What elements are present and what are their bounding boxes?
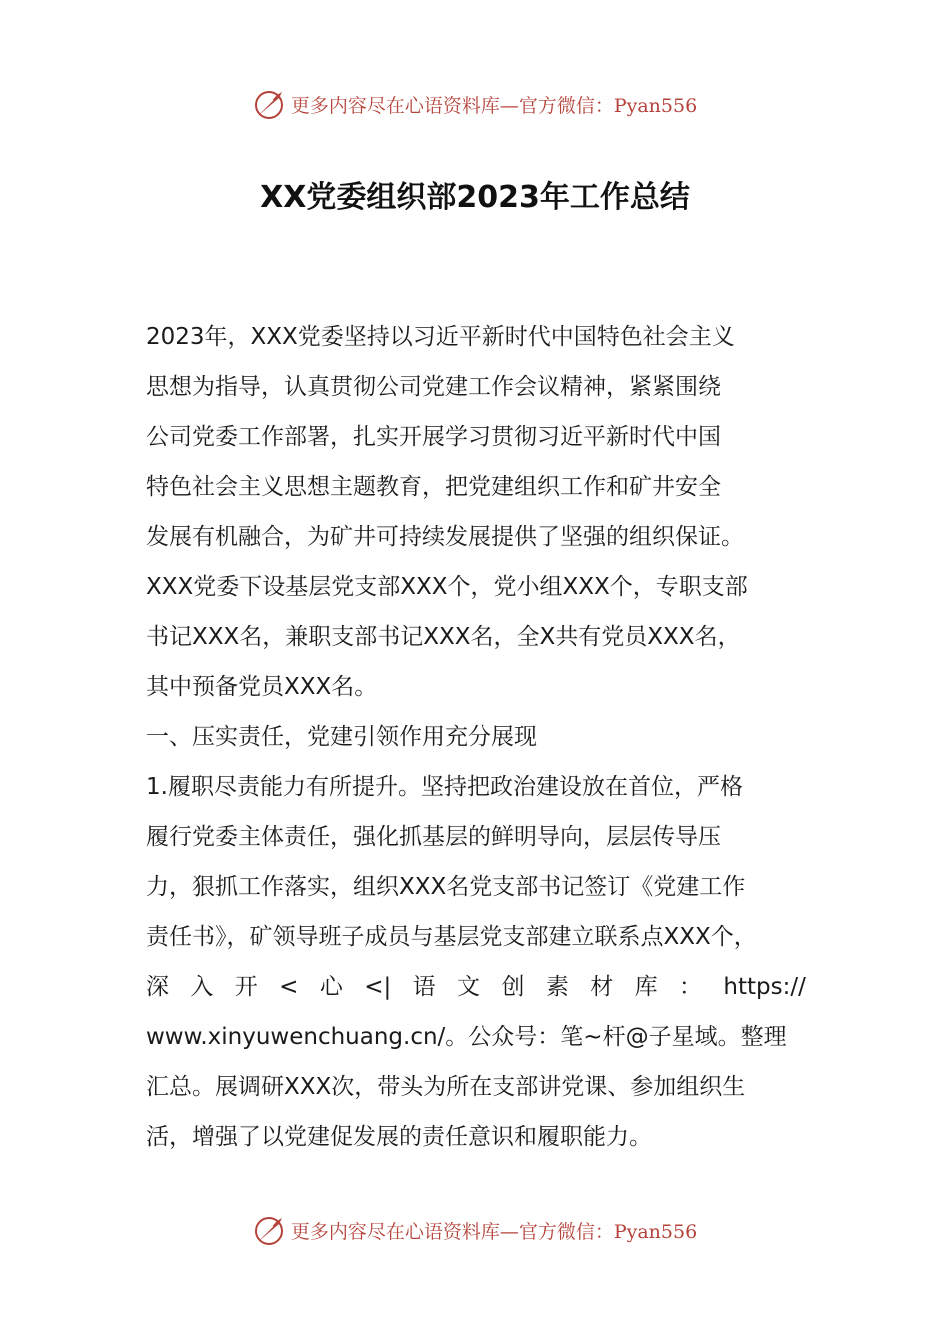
body-text-line: XXX党委下设基层党支部XXX个，党小组XXX个，专职支部 [146,574,748,600]
header-watermark-banner [0,84,950,124]
spread-text-segment: 语 [412,974,436,1000]
body-text-line: 一、压实责任，党建引领作用充分展现 [146,724,537,750]
pen-feather-logo-icon [253,87,287,121]
spread-text-segment: 深 [146,974,169,1000]
body-text-line: www.xinyuwenchuang.cn/。公众号：笔~杆@子星域。整理 [146,1024,787,1050]
spread-text-segment: 文 [457,974,481,1000]
body-text-line: 发展有机融合，为矿井可持续发展提供了坚强的组织保证。 [146,524,744,550]
spread-text-segment: ： [679,974,702,1000]
body-text-line: 2023年，XXX党委坚持以习近平新时代中国特色社会主义 [146,324,735,350]
spread-text-segment: 材 [590,974,614,1000]
body-text-line: 公司党委工作部署，扎实开展学习贯彻习近平新时代中国 [146,424,721,450]
body-text-line: 书记XXX名，兼职支部书记XXX名，全X共有党员XXX名， [146,624,741,650]
spread-text-segment: <| [364,974,392,1000]
spread-text-line [146,962,806,1012]
pen-feather-logo-icon [253,1213,287,1247]
body-text-line: 1.履职尽责能力有所提升。坚持把政治建设放在首位，严格 [146,774,743,800]
body-text-line: 活，增强了以党建促发展的责任意识和履职能力。 [146,1124,652,1150]
body-text-line: 汇总。展调研XXX次，带头为所在支部讲党课、参加组织生 [146,1074,746,1100]
document-body [146,312,806,1162]
header-watermark-text: 更多内容尽在心语资料库—官方微信：Pyan556 [290,94,698,117]
body-text-line: 力，狠抓工作落实，组织XXX名党支部书记签订《党建工作 [146,874,746,900]
spread-text-segment: 素 [545,974,569,1000]
spread-text-segment: < [279,974,299,1000]
spread-text-segment: 开 [234,974,258,1000]
spread-text-segment: https:// [723,974,806,1000]
body-text-line: 其中预备党员XXX名。 [146,674,378,700]
spread-text-segment: 创 [501,974,525,1000]
footer-watermark-text: 更多内容尽在心语资料库—官方微信：Pyan556 [290,1220,698,1243]
body-text-line: 履行党委主体责任，强化抓基层的鲜明导向，层层传导压 [146,824,721,850]
spread-text-segment: 入 [190,974,214,1000]
footer-watermark-banner [0,1210,950,1250]
body-text-line: 思想为指导，认真贯彻公司党建工作会议精神，紧紧围绕 [146,374,721,400]
body-text-line: 特色社会主义思想主题教育，把党建组织工作和矿井安全 [146,474,721,500]
body-text-line: 责任书》，矿领导班子成员与基层党支部建立联系点XXX个， [146,924,757,950]
spread-text-segment: 心 [319,974,343,1000]
spread-text-segment: 库 [634,974,658,1000]
document-title: XX党委组织部2023年工作总结 [260,180,690,215]
